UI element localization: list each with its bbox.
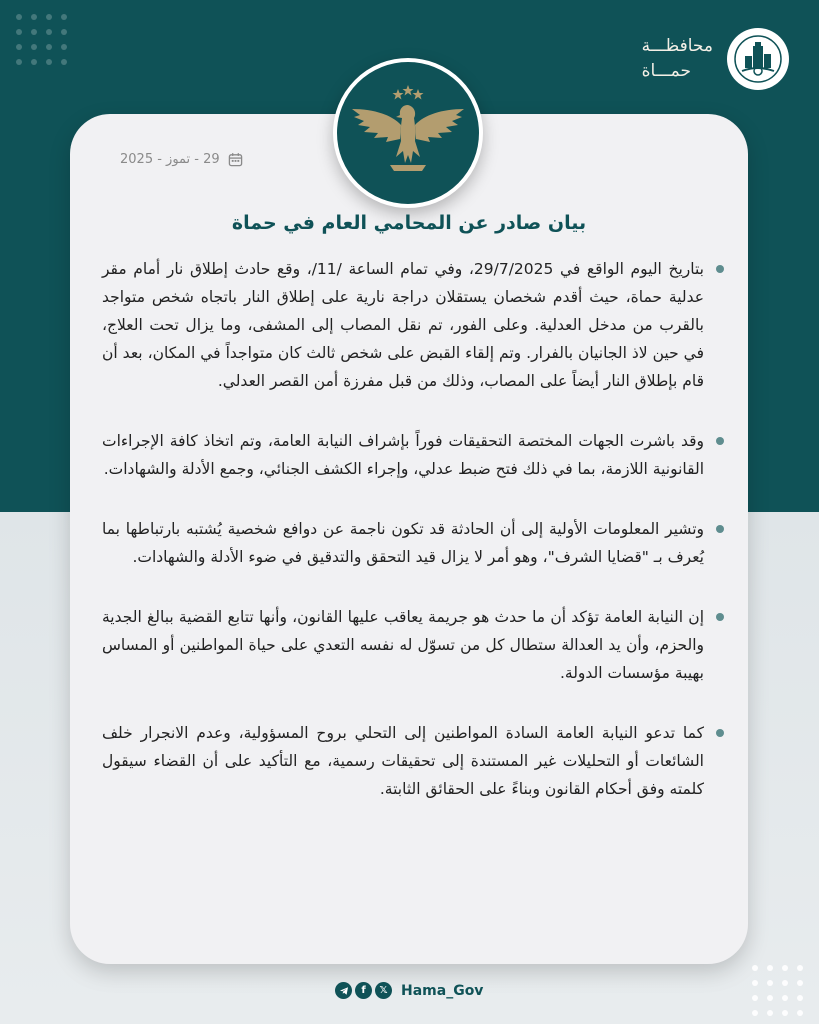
statement-body — [102, 255, 724, 835]
decorative-dots-top-left — [16, 14, 67, 65]
social-links — [335, 982, 483, 999]
governorate-name — [642, 34, 713, 83]
statement-paragraph: إن النيابة العامة تؤكد أن ما حدث هو جريمة يعاقب عليها القانون، وأنها تتابع القضية ببالغ الجدية والحزم، وأن يد العدالة ستطال كل من تسوّل له نفسه التعدي على حياة المواطنين أو المساس بهيبة مؤسسات الدولة. — [102, 603, 724, 687]
date-text: 29 - تموز - 2025 — [120, 152, 220, 167]
statement-title: بيان صادر عن المحامي العام في حماة — [231, 212, 587, 234]
governorate-branding — [642, 28, 789, 90]
x-icon[interactable]: 𝕏 — [375, 982, 392, 999]
facebook-icon[interactable]: f — [355, 982, 372, 999]
bullet-icon — [716, 525, 724, 533]
bullet-icon — [716, 729, 724, 737]
statement-paragraph: بتاريخ اليوم الواقع في 29/7/2025، وفي تمام الساعة /11/، وقع حادث إطلاق نار أمام مقر عدلية حماة، حيث أقدم شخصان يستقلان دراجة نارية على إطلاق النار باتجاه شخص متواجد بالقرب من مدخل العدلية. وعلى الفور، تم نقل المصاب إلى المشفى، وما يزال تحت العلاج، في حين لاذ الجانيان بالفرار. وتم إلقاء القبض على شخص ثالث كان متواجداً في المكان، بعد أن قام بإطلاق النار أيضاً على المصاب، وذلك من قبل مفرزة أمن القصر العدلي. — [102, 255, 724, 395]
decorative-dots-bottom-right — [752, 965, 803, 1016]
syrian-eagle-emblem-icon — [333, 58, 483, 208]
statement-paragraph: وقد باشرت الجهات المختصة التحقيقات فوراً بإشراف النيابة العامة، وتم اتخاذ كافة الإجراءات القانونية اللازمة، بما في ذلك فتح ضبط عدلي، وإجراء الكشف الجنائي، وجمع الأدلة والشهادات. — [102, 427, 724, 483]
bullet-icon — [716, 265, 724, 273]
statement-paragraph: وتشير المعلومات الأولية إلى أن الحادثة قد تكون ناجمة عن دوافع شخصية يُشتبه بارتباطها بما يُعرف بـ "قضايا الشرف"، وهو أمر لا يزال قيد التحقق والتدقيق في ضوء الأدلة والشهادات. — [102, 515, 724, 571]
publish-date — [120, 152, 243, 167]
bullet-icon — [716, 613, 724, 621]
social-handle[interactable]: Hama_Gov — [401, 982, 484, 999]
org-name-line2: حمـــاة — [641, 61, 691, 81]
org-name-line1: محافظـــة — [641, 36, 713, 57]
bullet-icon — [716, 437, 724, 445]
statement-paragraph: كما تدعو النيابة العامة السادة المواطنين إلى التحلي بروح المسؤولية، وعدم الانجرار خلف الشائعات أو التحليلات غير المستندة إلى تحقيقات رسمية، مع التأكيد على أن القضاء سيقول كلمته وفق أحكام القانون وبناءً على الحقائق الثابتة. — [102, 719, 724, 803]
hama-governorate-logo-icon — [727, 28, 789, 90]
calendar-icon — [228, 152, 243, 167]
telegram-icon[interactable] — [335, 982, 352, 999]
